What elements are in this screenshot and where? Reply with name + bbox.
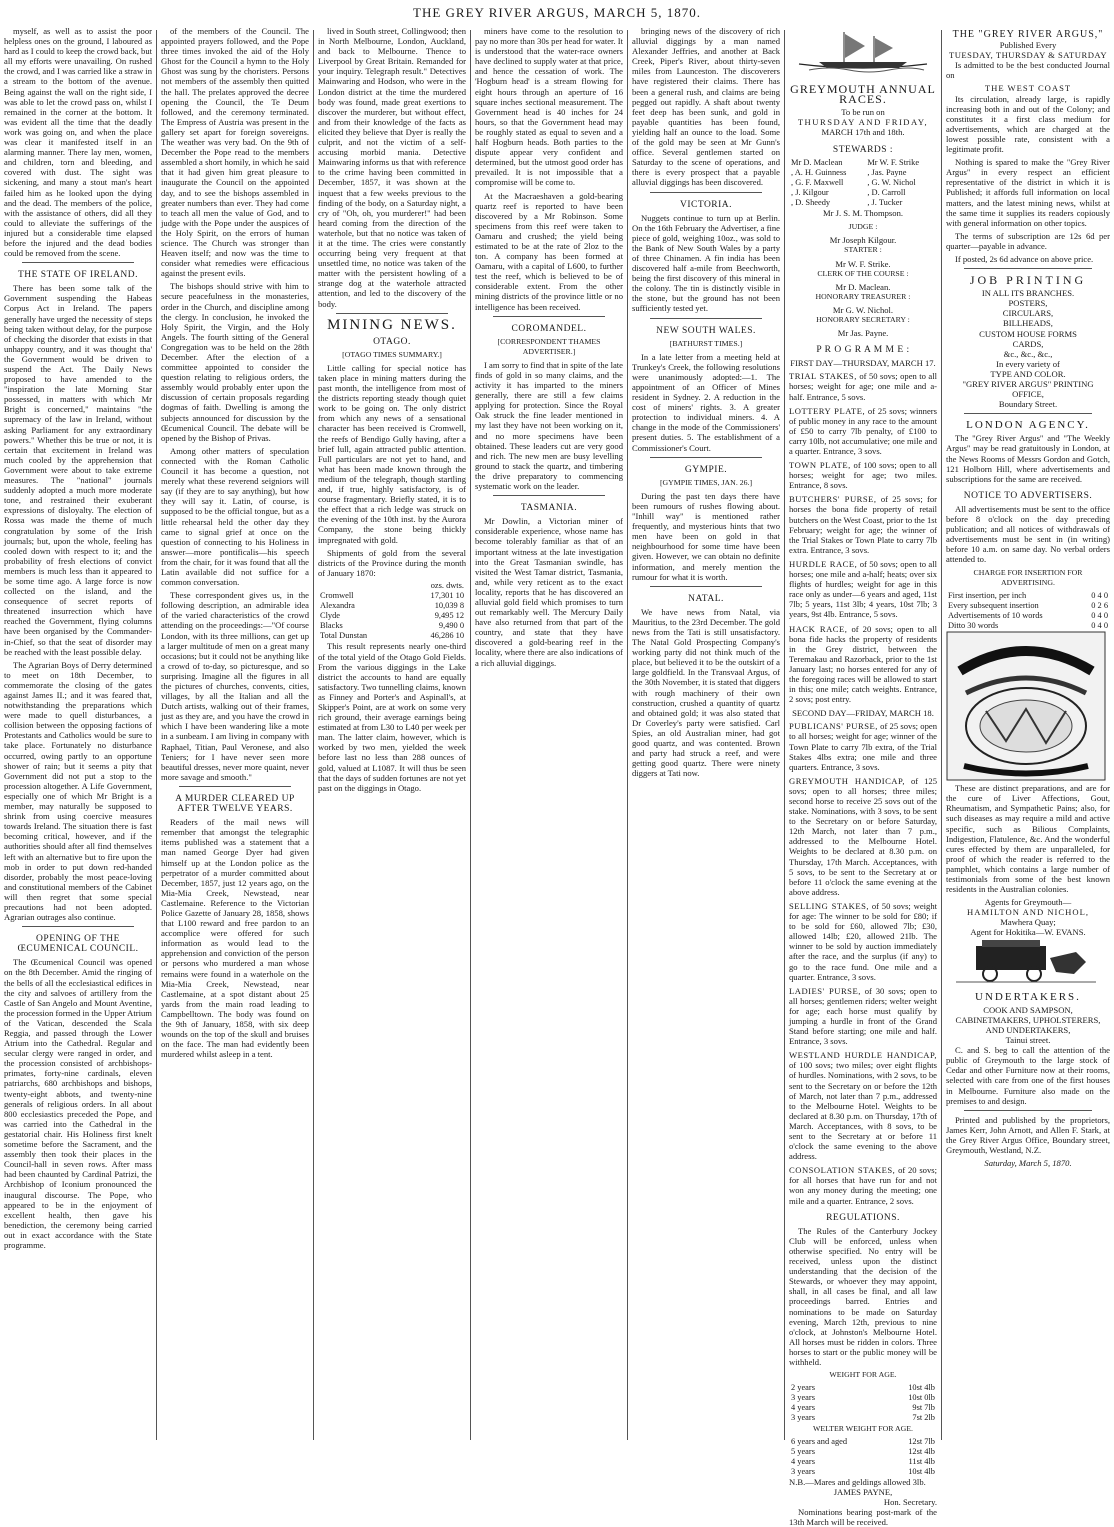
race-text: of 20 sovs; open to all bona fide hacks the property of residents in the Grey district, between the Teremakau and Razorback, prior to the 1st January last; no horses entered for any of the foregoing races will be allowed to start in this; one mile; catch weights. Entrance, 2 sovs; post entry.	[789, 623, 937, 705]
divider	[964, 1110, 1092, 1111]
argus-title: THE "GREY RIVER ARGUS,"	[952, 29, 1104, 40]
signature-name: JAMES PAYNE,	[833, 1487, 893, 1498]
table-cell: 7st 2lb	[912, 1413, 935, 1423]
table-cell: 0 4 0	[1091, 590, 1108, 600]
race-name: HURDLE RACE,	[789, 558, 858, 569]
gold-shipments-table	[318, 581, 466, 642]
article-text: We have news from Natal, via Mauritius, to the 23rd December. The gold news from the Tati is still unsatisfactory. The Natal Gold Prospecting Company's working party did not think much of the place, but believed it to be the outskirt of a large goldfield. In the Transvaal Argus, of the 30th November, it is stated that diggers with rough machinery of their own construction, crushed a quantity of quartz and obtained gold; it was also stated that Dr Coverley's party were satisfied. Carl Spies, an old Australian miner, had got good quartz, and was contented. Brown and party had struck a reef, and were getting good quartz. There were ninety diggers at Tati now.	[632, 606, 780, 779]
column-rule	[156, 30, 157, 1440]
divider	[964, 268, 1092, 269]
undertaker-street: Tainui street.	[1005, 1035, 1051, 1046]
table-row	[789, 1457, 937, 1467]
column-rule	[313, 30, 314, 1440]
divider	[650, 192, 762, 193]
table-cell: 17,301 10	[430, 590, 464, 600]
divider	[493, 316, 605, 317]
table-cell: , G. F. Maxwell	[791, 177, 844, 187]
treasurer-name: Mr G. W. Nichol.	[832, 304, 894, 315]
table-cell: Every subsequent insertion	[948, 600, 1039, 610]
race-text: of 50 sovs; weight for age: The winner to be sold for £80; if to be sold for £60, allowed 7lb; £30, allowed 14lb; £20, allowed 21lb. The winner to be sold by auction immediately after the race, and the surplus (if any) to go to the race fund. One mile and a quarter. Entrance, 3 sovs.	[789, 900, 937, 982]
race-text: of 100 sovs; open to all horses; weight for age; two miles. Entrance, 8 sovs.	[789, 460, 937, 491]
table-cell: 9st 7lb	[912, 1403, 935, 1413]
subhead-tasmania: TASMANIA.	[520, 503, 578, 514]
column-1	[4, 26, 152, 1442]
table-cell: , G. W. Nichol	[867, 177, 916, 187]
table-cell: 2 years	[791, 1383, 815, 1393]
remedies-advertisement-illustration	[946, 631, 1106, 781]
second-day-heading: SECOND DAY—FRIDAY, MARCH 18.	[792, 708, 934, 719]
article-text: Readers of the mail news will remember that amongst the telegraphic items published was a statement that a man named George Dyer had given himself up at the London police as the perpetrator of a murder committed about December, 1857, just 12 years ago, on the Mia-Mia Creek, Newstead, near Castlemaine. Reference to the Victorian Police Gazette of January 28, 1858, shows that L100 reward and free pardon to an accomplice were offered for such information as would lead to the apprehension and conviction of the person or persons who murdered a man whose remains were found in a waterhole on the Mia-Mia Creek, Newstead, near Castlemaine, at a spot distant about 25 yards from the main road leading to Campbelltown. The body was found on the 9th of January, 1858, with six deep wounds on the top of the skull and bruises on the face. The man had evidently been murdered whilst asleep in a tent.	[161, 817, 309, 1060]
table-header-cell	[318, 581, 403, 591]
race-name: WESTLAND HURDLE HANDICAP,	[789, 1050, 937, 1061]
race-item	[789, 776, 937, 897]
race-name: PUBLICANS' PURSE,	[789, 721, 878, 732]
article-text: Shipments of gold from the several districts of the Province during the month of January 1870:	[318, 547, 466, 578]
table-cell: 0 4 0	[1091, 620, 1108, 630]
regulations-heading: REGULATIONS.	[826, 1212, 900, 1223]
divider	[964, 413, 1092, 414]
article-text: In a late letter from a meeting held at Trunkey's Creek, the following resolutions were unanimously adopted:—1. The appointment of an Officer of Mines resident in Sydney. 2. A reduction in the cost of miners' rights. 3. A greater protection to individual miners. 4. A change in the mode of the Commissioners' present duties. 5. The establishment of a Commissioner's Court.	[632, 351, 780, 453]
job-list-item: CUSTOM HOUSE FORMS	[979, 328, 1077, 339]
race-item	[789, 559, 937, 620]
notice-heading: NOTICE TO ADVERTISERS.	[963, 490, 1093, 501]
welter-heading: WELTER WEIGHT FOR AGE.	[813, 1423, 913, 1433]
table-cell: 3 years	[791, 1413, 815, 1423]
table-cell: , D. Sheedy	[791, 198, 831, 208]
table-cell: 4 years	[791, 1456, 815, 1466]
race-item	[789, 371, 937, 401]
article-text: The Agrarian Boys of Derry determined to meet on 18th December, to commemorate the closing of the gates against James II.; and it was feared that, notwithstanding the preparations which were made to quell disturbances, a collision between the opposing factions of Protestants and Catholics would be sure to take place. Fortunately no disturbance occurred, owing partly to an opportune shower of rain; but it seems a pity that Government did not put a stop to the procession altogether. A Life Government, especially one of which Mr Bright is a member, may naturally be supposed to shrink from using coercive measures towards Ireland. The situation there is fast becoming critical, however, and if the authorities should after all find themselves left with an alternative but to fire upon the mob in order to put down red-handed disorder, probably the most peace-loving and constitutional members of the Cabinet will then regret that some special precautions had not been adopted. Agrarian outrages also continue.	[4, 659, 152, 923]
article-text: Little calling for special notice has taken place in mining matters during the past month, the intelligence from most of the districts reporting steady though quiet work to be going on. The only district from which any news of a sensational character has been received is Cromwell, the reefs of Bendigo Gully having, after a brief lull, again attracted public attention. Full particulars are not yet to hand, and what has been made known through the medium of the telegraph, though startling and, if true, highly satisfactory, is of course fragmentary. Briefly stated, it is to the effect that a rich ledge was struck on the evening of the 10th inst. by the Aurora Company, the stone being thickly impregnated with gold.	[318, 362, 466, 545]
imprint-date: Saturday, March 5, 1870.	[984, 1158, 1072, 1169]
table-cell: Blacks	[320, 621, 343, 631]
clerk-heading: CLERK OF THE COURSE :	[817, 268, 909, 278]
column-6-race-advertisement	[789, 26, 937, 1527]
agent-hokitika: Agent for Hokitika—W. EVANS.	[970, 927, 1086, 938]
column-4	[475, 26, 623, 1442]
footer-note: Nominations bearing post-mark of the 13th March will be received.	[789, 1507, 937, 1527]
source-note: [CORRESPONDENT THAMES ADVERTISER.]	[497, 336, 601, 356]
job-list-item: &c., &c., &c.,	[1003, 348, 1053, 359]
table-cell: 3 years	[791, 1466, 815, 1476]
subhead-new-south-wales: NEW SOUTH WALES.	[656, 325, 756, 336]
job-type: TYPE AND COLOR.	[990, 368, 1066, 379]
article-text: There has been some talk of the Government suspending the Habeas Corpus Act in Ireland. The papers generally have urged the necessity of steps being taken without delay, for the purpose of checking the disorder that exists in that unhappy country, and it was thought tha' the Government would be driven to suspend the Act. The Daily News proposed to have amended to the "inspiration the late Morning Star possessed, in matters with which Mr Bright is concerned," maintains "the supremacy of the law in Ireland, without asking Parliament for any extraordinary powers." Whether this be true or not, it is certain that excitement in Ireland was much cooled by the apprehension that Government were about to take extreme measures. The "national" journals suddenly adopted a much more moderate tone, and restrained their exuberant expressions of disloyalty. The election of Rossa was made the theme of much congratulation by some of the Irish journals; but, upon the whole, feeling has cooled down with respect to it; and the probability of fresh elections of convict members is much less than it appeared to be some time ago. A large force is now collected on the island, and the consequence of secret reports of threatened insurrection which have reached the Government, flying columns have been organised by the Commander-in-Chief, so that the seat of disorder may be reached with the least possible delay.	[4, 283, 152, 657]
first-day-heading: FIRST DAY—THURSDAY, MARCH 17.	[790, 358, 936, 369]
article-text: These correspondent gives us, in the following description, an admirable idea of the varied characteristics of the crowd attending on the proceedings:—"Of course London, with its three millions, can get up a larger multitude of men on a great many occasions; but it could not be anything like a crowd of to-day, so picturesque, and so surprising. Imagine all the figures in all the pictures of churches, convents, cities, villages, by all the Italian and all the Dutch artists, walking out of their frames, just as they are, and you have the crowd in which I have been wandering like a mote in a sunbeam. I am living in company with Raphael, Titian, Paul Veronese, and also Teniers; for I have never seen more beautiful dresses, never more quaint, never more savage and smooth."	[161, 590, 309, 782]
table-cell: 10st 0lb	[908, 1393, 935, 1403]
table-row	[789, 1467, 937, 1477]
divider	[336, 313, 448, 314]
table-cell: 10st 4lb	[908, 1466, 935, 1476]
column-rule	[470, 30, 471, 1440]
subhead-coromandel: COROMANDEL.	[511, 323, 587, 334]
table-cell: 11st 4lb	[908, 1456, 935, 1466]
undertaker-text: C. and S. beg to call the attention of the public of Greymouth to the large stock of Cedar and other Furniture now at their rooms, selected with care from one of the first houses in Melbourne. Furniture also made on the premises to and design.	[946, 1045, 1110, 1106]
table-cell: Cromwell	[320, 590, 354, 600]
table-row	[946, 591, 1110, 601]
subhead-gympie: GYMPIE.	[684, 464, 728, 475]
agents-label: Agents for Greymouth—	[984, 897, 1072, 908]
table-cell: 46,286 10	[430, 631, 464, 641]
table-cell: Total Dunstan	[320, 631, 368, 641]
subhead-natal: NATAL.	[688, 593, 724, 604]
table-header-cell: ozs. dwts.	[430, 580, 464, 590]
judge-heading: JUDGE :	[848, 222, 878, 232]
race-name: HACK RACE,	[789, 623, 848, 634]
divider	[650, 318, 762, 319]
column-rule	[784, 30, 785, 1440]
race-item	[789, 406, 937, 456]
race-text: of 25 sovs; open to all horses; weight for age; winner of the Town Plate to carry 7lb extra, of the Trial Stakes 4lbs extra; one mile and three quarters. Entrance, 3 sovs.	[789, 721, 937, 772]
headline-state-of-ireland: THE STATE OF IRELAND.	[17, 270, 139, 281]
race-name: GREYMOUTH HANDICAP,	[789, 775, 905, 786]
imprint-text: Printed and published by the proprietors, James Kerr, John Arnott, and Allen F. Stark, at the Grey River Argus Office, Boundary street, Greymouth, Westland, N.Z.	[946, 1114, 1110, 1155]
race-name: TOWN PLATE,	[789, 460, 851, 471]
source-note: [OTAGO TIMES SUMMARY.]	[342, 349, 442, 359]
starter-heading: STARTER :	[844, 245, 882, 255]
table-cell: Clyde	[320, 611, 341, 621]
table-cell: 12st 7lb	[908, 1436, 935, 1446]
table-cell: First insertion, per inch	[948, 590, 1027, 600]
judge-name: Mr Joseph Kilgour.	[829, 235, 897, 246]
article-text: I am sorry to find that in spite of the late finds of gold in so many claims, and the activity it has imparted to the miners generally, there are still a few claims applying for protection. Since the Royal Oak struck the fine leader mentioned in my last they have not been working on it, and no more specimens have been obtained. These leaders cut are very good and rich. The new men are busy levelling ground to stack the quartz, and timbering the drive preparatory to commencing systematic work on the leader.	[475, 359, 623, 492]
hearse-engraving-icon	[946, 938, 1106, 984]
undertakers-heading: UNDERTAKERS.	[975, 990, 1081, 1003]
race-name: LADIES' PURSE,	[789, 985, 861, 996]
printing-street: Boundary Street.	[998, 399, 1058, 410]
weight-heading: WEIGHT FOR AGE.	[829, 1370, 897, 1380]
race-days: THURSDAY AND FRIDAY,	[797, 117, 929, 128]
column-7-advertisements	[946, 26, 1110, 1442]
table-row	[946, 611, 1110, 621]
agent-street: Mawhera Quay;	[1000, 917, 1056, 928]
undertaker-trade: CABINETMAKERS, UPHOLSTERERS, AND UNDERTAKERS,	[955, 1014, 1101, 1035]
london-agency-text: The "Grey River Argus" and "The Weekly Argus" may be read gratuitously in London, at the News Rooms of Messrs Gordon and Gotch, 121 Holborn Hill, where advertisements and subscriptions for the same are received.	[946, 433, 1110, 484]
race-text: of 50 sovs; open to all horses; one mile and a-half; heats; over six flights of hurdles; weight for age in this race only as under—6 years and aged, 11st 7lb; 5 years, 11st 3lb; 4 years, 10st 7lb; 3 years, 9st 4lb. Entrance, 5 sovs.	[789, 558, 937, 620]
divider	[493, 495, 605, 496]
regulations-text: The Rules of the Canterbury Jockey Club will be enforced, unless when otherwise specified. No entry will be received, unless upon the distinct understanding that the decision of the Stewards, or whoever they may appoint, shall, in all cases be final, and all law proceedings barred. Entries and nominations to be made on Saturday evening, March 12th, previous to nine o'clock, at Johnston's Melbourne Hotel. All horses must be ridden in colors. Three horses to start or the public money will be withheld.	[789, 1225, 937, 1367]
table-row	[789, 178, 937, 188]
table-cell: Ditto 30 words	[948, 620, 999, 630]
ship-engraving-icon	[789, 26, 937, 76]
job-list-item: CARDS,	[1012, 338, 1044, 349]
race-name: SELLING STAKES,	[789, 900, 870, 911]
column-rule	[627, 30, 628, 1440]
table-cell: Mr W. F. Strike	[867, 157, 920, 167]
table-row	[789, 1447, 937, 1457]
article-text: lived in South street, Collingwood; then in North Melbourne, London, Auckland, and back to Melbourne. Thence to Liverpool by Great Britain. Remanded for your inquiry. Telegraph result." Detectives Mainwaring and Hodson, who were in the London district at the time the murdered body was found, made great exertions to discover the murderer, but without effect, and from their knowledge of the facts as elicited they believe that Dyer is really the culprit, and not the victim of a self-accusing morbid mania. Detective Mainwaring informs us that with reference to the crime having been committed in December, 1857, it was shown at the inquest that a few weeks previous to the finding of the body, on a Saturday night, a cry of "Oh, oh, you murderer!" had been heard coming from the direction of the waterhole, but that no notice was taken of it at the time. The cries were constantly occurring being very frequent at that unsettled time, no notice was taken of the matter with the persistent howling of a strange dog at the waterhole attracted attention, and led to the discovery of the body.	[318, 26, 466, 309]
article-text: bringing news of the discovery of rich alluvial diggings by a man named Alexander Jeffries, and another at Back Creek, Piper's River, about thirty-seven miles from Launceston. The discoverers have registered their claims. There has been a general rush, and claims are being pegged out rapidly. A shaft about twenty feet deep has been sunk, and gold in payable quantities has been found, yielding half an ounce to the load. Some of the gold may be seen at Mr Gunn's office. Several gentlemen started on Saturday to the scene of operations, and there is every prospect that a payable alluvial diggings has been discovered.	[632, 26, 780, 188]
table-cell: 4 years	[791, 1403, 815, 1413]
race-text: of 30 sovs; open to all horses; gentlemen riders; welter weight for age; each horse must qualify by jumping a hurdle in front of the Grand Stand before starting; one mile and half. Entrance, 3 sovs.	[789, 985, 937, 1047]
race-item	[789, 986, 937, 1047]
stewards-heading: STEWARDS :	[832, 144, 894, 155]
stewards-table	[789, 158, 937, 208]
column-2	[161, 26, 309, 1442]
table-cell: 5 years	[791, 1446, 815, 1456]
london-agency-heading: LONDON AGENCY.	[966, 419, 1090, 432]
argus-coast: THE WEST COAST	[984, 83, 1072, 94]
headline-mining-news: MINING NEWS.	[327, 316, 457, 333]
table-cell: , A. H. Guinness	[791, 167, 847, 177]
column-5	[632, 26, 780, 1442]
race-subtitle: To be run on	[841, 107, 885, 118]
weight-table	[789, 1383, 937, 1423]
job-variety: In every variety of	[996, 358, 1060, 369]
clerk-name: Mr D. Maclean.	[835, 281, 891, 292]
race-item	[789, 624, 937, 705]
table-row	[789, 198, 937, 208]
argus-text: The terms of subscription are 12s 6d per quarter—payable in advance.	[946, 230, 1110, 251]
notice-text: All advertisements must be sent to the office before 8 o'clock on the day preceding publication; and all notices of withdrawals of advertisements must be sent in (in writing) before 10 a.m. on same day. No verbal orders attended to.	[946, 503, 1110, 565]
divider	[22, 926, 134, 927]
table-cell: 0 2 6	[1091, 600, 1108, 610]
steward-last: Mr J. S. M. Thompson.	[822, 208, 904, 219]
table-cell: 10,039 8	[434, 601, 464, 611]
secretary-name: Mr Jas. Payne.	[837, 328, 889, 339]
race-name: BUTCHERS' PURSE,	[789, 494, 877, 505]
masthead	[0, 0, 1114, 26]
race-text: of 100 sovs; two miles; over eight flights of hurdles. Nominations, with 2 sovs, to be sent to the Secretary on or before the 12th of March, not later than 7 p.m., addressed to the Melbourne Hotel. Weights to be declared at 8.30 p.m. on Thursday, 17th of March. Acceptances, with 8 sovs, to be sent to the Secretary at or before 11 o'clock the same evening to the above address.	[789, 1060, 937, 1162]
argus-days: TUESDAY, THURSDAY & SATURDAY	[948, 50, 1108, 61]
table-row	[789, 1413, 937, 1423]
job-branches: IN ALL ITS BRANCHES.	[981, 288, 1075, 299]
table-row	[946, 621, 1110, 631]
race-item	[789, 901, 937, 982]
race-text: of 20 sovs; for all horses that have run for and not won any money during the meeting; one mile and a quarter. Entrance, 2 sovs.	[789, 1165, 937, 1206]
race-item	[789, 1165, 937, 1205]
source-note: [GYMPIE TIMES, JAN. 26.]	[659, 477, 753, 487]
table-cell: 12st 4lb	[908, 1446, 935, 1456]
table-cell: 3 years	[791, 1393, 815, 1403]
argus-text: If posted, 2s 6d advance on above price.	[955, 253, 1094, 264]
starter-name: Mr W. F. Strike.	[835, 258, 891, 269]
table-cell: Alexandra	[320, 601, 355, 611]
race-text: of 50 sovs; open to all horses; weight for age; one mile and a-half. Entrance, 5 sovs.	[789, 371, 937, 402]
race-text: of 25 sovs; winners of public money in any race to the amount of £50 to carry 7lb penalty, of £100 to carry 10lb, not accumulative; one mile and a quarter. Entrance, 3 sovs.	[789, 405, 937, 456]
table-row	[789, 1383, 937, 1393]
table-row	[789, 1403, 937, 1413]
job-list-item: POSTERS,	[1008, 298, 1048, 309]
article-text: miners have come to the resolution to pay no more than 30s per head for water. It is understood that the water-race owners have declined to supply water at that price, and hence the cessation of work. The 'Hogburn head' is a stream flowing for eight hours through an aperture of 16 square inches sectional measurement. The Government head is 40 inches for 24 hours, so that the Government head may be roughly stated as equal to seven and a half Hogburn heads. Both parties to the dispute appear very confident and determined, but the utmost good order has prevailed. It is not impossible that a compromise will be come to.	[475, 26, 623, 188]
argus-text: Its circulation, already large, is rapidly increasing both in and out of the Colony; and constitutes it a first class medium for advertisements, which are charged at the lowest possible rate, consistent with a legitimate profit.	[946, 93, 1110, 155]
subhead-victoria: VICTORIA.	[679, 199, 733, 210]
undertaker-name: COOK AND SAMPSON,	[983, 1004, 1073, 1015]
table-row	[318, 611, 466, 621]
table-cell: , D. Carroll	[867, 187, 906, 197]
charge-heading: CHARGE FOR INSERTION FOR ADVERTISING.	[973, 567, 1083, 587]
divider	[650, 586, 762, 587]
race-text: of 25 sovs; for horses the bona fide property of retail butchers on the West Coast, prior to the 1st February; weight for age; the winner of the Trial Stakes or Town Plate to carry 7lb extra. Entrance, 3 sovs.	[789, 494, 937, 555]
table-cell: 0 4 0	[1091, 610, 1108, 620]
divider	[650, 457, 762, 458]
table-row	[789, 168, 937, 178]
job-printing-heading: JOB PRINTING	[969, 273, 1087, 288]
divider	[179, 786, 291, 787]
article-text: At the Macraeshaven a gold-bearing quartz reef is reported to have been discovered by a Mr Robinson. Some specimens from this reef were taken to Oamaru and crushed; the yield being estimated to be at the rate of 2loz to the ton. A company has been formed at Oamaru, with a capital of L600, to further test the reef, which is believed to be of considerable extent. From the other mining districts of the province little or no intelligence has been received.	[475, 190, 623, 312]
subhead-otago: OTAGO.	[373, 336, 411, 347]
article-text: The Œcumenical Council was opened on the 8th December. Amid the ringing of the bells of all the ecclesiastical edifices in the city and salvoes of artillery from the Castle of San Angelo and Mount Aventine, the procession formed in the Upper Atrium of the Vatican, descended the Scala Reggia, and passed through the Lower Atrium into the Cathedral. Regular and secular clergy were ranged in order, and the procession consisted of archbishops-primates, forty-nine cardinals, eleven patriarchs, 680 archbishops and bishops, twenty-eight abbots, and twenty-nine generals of religious orders. In all about 800 ecclesiastics preceded the Pope, and was carried into the Cathedral in the gestatorial chair. His Holiness first knelt sometime before the Sacrament, and the assembly then took their places in the Council-hall in seven rows. After mass had been chaunted by Cardinal Patrizi, the Archbishop of Iconium pronounced the inaugural discourse. The Pope, who appeared to be in the enjoyment of excellent health, then gave his benediction, the ceremony being carried out in exact accordance with the State programme.	[4, 957, 152, 1250]
programme-heading: P R O G R A M M E :	[816, 345, 910, 356]
table-cell: 9,490 0	[438, 621, 464, 631]
argus-published: Published Every	[999, 40, 1057, 51]
table-row	[318, 581, 466, 591]
table-cell: Mr D. Maclean	[791, 157, 843, 167]
headline-murder-cleared-up: A MURDER CLEARED UP AFTER TWELVE YEARS.	[175, 793, 295, 815]
race-dates: MARCH 17th and 18th.	[821, 127, 905, 138]
race-item	[789, 1050, 937, 1161]
argus-text: Nothing is spared to make the "Grey River Argus" in every respect an efficient representative of the district in which it is Published; it affords full information on local matters, and the latest mining news, whilst at the same time it supplies its readers copiously with general information on other topics.	[946, 157, 1110, 228]
remedies-text: These are distinct preparations, and are for the cure of Liver Affections, Gout, Rheumatism, and Sympathetic Pains; also, for such diseases as may require a mild and active specific, such as Bilious Complaints, Indigestion, Flatulence, &c. And the wonderful cures effected by them are unparalleled, for proof of which the reader is referred to the pamphlet, which contains a large number of testimonials from some of the best known residents in the Australian colonies.	[946, 783, 1110, 895]
article-text: The bishops should strive with him to secure peacefulness in the monasteries, order in the Church, and discipline among the clergy. In conclusion, he invoked the Holy Spirit, the Virgin, and the Holy Angels. The fourth sitting of the General Congregation was to be held on the 28th December. After the election of a committee appointed to consider the question relating to religious orders, the assembly would probably enter upon the discussion of certain proposals regarding dogmas of faith. Dwelling is among the subjects announced for discussion by the Œcumenical Council. The debate will be opened by the Bishop of Privas.	[161, 281, 309, 443]
race-name: LOTTERY PLATE,	[789, 405, 866, 416]
signature-title: Hon. Secretary.	[883, 1497, 937, 1508]
table-cell: Advertisements of 10 words	[948, 610, 1043, 620]
column-rule	[941, 30, 942, 1440]
table-cell: 9,495 12	[434, 611, 464, 621]
masthead-title: THE GREY RIVER ARGUS, MARCH 5, 1870.	[413, 5, 701, 20]
table-row	[318, 621, 466, 631]
table-cell: , J. Tucker	[867, 198, 903, 208]
treasurer-heading: HONORARY TREASURER :	[815, 291, 911, 301]
race-text: of 125 sovs; open to all horses; three miles; second horse to receive 25 sovs out of the stake. Nominations, with 3 sovs, to be sent to the Secretary on or before Saturday, 12th March, not later than 7 p.m., addressed to the Melbourne Hotel. Weights to be declared at 8.30 p.m. on Thursday, 17th March. Acceptances, with 5 sovs, to be sent to the Secretary at or before 11 o'clock the same evening at the above address.	[789, 775, 937, 897]
article-text: Mr Dowlin, a Victorian miner of considerable experience, whose name has become tolerably familiar as that of an important witness at the late investigation into the Great Tasmanian swindle, has visited the West Tamar district, Tasmania, and, while very reticent as to the exact locality, reports that he has discovered an alluvial gold field which promises to turn out remarkably well. The Mercury Daily have also returned from that part of the country, and state that they have discovered a gold-bearing reef in the locality, where there are also indications of a rich alluvial diggings.	[475, 516, 623, 668]
race-title: GREYMOUTH ANNUAL RACES.	[790, 82, 936, 107]
table-row	[318, 631, 466, 641]
race-item	[789, 460, 937, 490]
table-row	[789, 158, 937, 168]
race-name: CONSOLATION STAKES,	[789, 1165, 896, 1176]
nb-note: N.B.—Mares and geldings allowed 3lb.	[789, 1477, 926, 1487]
article-text: Nuggets continue to turn up at Berlin. On the 16th February the Advertiser, a fine piece of gold, weighing 10oz., was sold to the Bank of New South Wales by a party of three Chinamen. A fin india has been discovered half a-mile from Beechworth, being the first discovery of this mineral in the colony. The tin is distinctly visible in the stone, but the ground has not been sufficiently tested yet.	[632, 212, 780, 314]
article-text: myself, as well as to assist the poor helpless ones on the ground, I laboured as hard as I could to keep the crowd back, but all my efforts were unavailing. On rushed the crowd, and I was carried like a straw in a stream to the bottom of the avenue. Being against the wall on the right side, I was able to let the crowd pass on, whilst I remained in the corner at the bottom. It was evident all the time that the deadly work was going on, and when the place was clear it manifested itself in an alarming manner. There lay men, women, and children, torn and bleeding, and covered with dust. The sight was sickening, and many a stout man's heart failed him as he looked upon the dying and the dead. The members of the police, with the assistance of others, did all they could to alleviate the sufferings of the injured but a considerable time elapsed before the injured and the dead bodies could be removed from the scene.	[4, 26, 152, 259]
table-cell: , Jas. Payne	[867, 167, 907, 177]
agent-name: HAMILTON AND NICHOL,	[967, 907, 1089, 918]
welter-table	[789, 1437, 937, 1477]
article-text: Among other matters of speculation connected with the Roman Catholic Council it has become a question, not merely what these reverend seigniors will say (if they are to say anything), but how they will say it. Latin, of course, is supposed to be the official tongue, but as a little rehearsal held the other day they came to signal grief at once on the question of connecting to his Holiness in answer—more pontificalis—his speech from the chair, for it was found that all the Latin available did not suffice for a common conversation.	[161, 445, 309, 588]
article-text: of the members of the Council. The appointed prayers followed, and the Pope three times invoked the aid of the Holy Ghost for the Council a hymn to the Holy Ghost was sung by the choristers. Persons not members of the assembly then quitted the hall. The prelates approved the decree opening the Council, the Te Deum followed, and the ceremony terminated. The Empress of Austria was present in the gallery set apart for foreign sovereigns. The weather was very bad. On the 9th of December the Pope read to the members assembled a short homily, in which he said that it had given him great pleasure to inaugurate the Council on the appointed day, and to see the bishops assembled in greater numbers than ever. They had come to teach all men the value of God, and to judge with the Pope under the auspices of the Holy Spirit, on the errors of human science. The Church was stronger than Heaven itself; and now was the time to consider what remedies were efficacious against the present evils.	[161, 26, 309, 279]
article-text: This result represents nearly one-third of the total yield of the Otago Gold Fields. From the various diggings in the Lake district the accounts to hand are equally satisfactory. Two tunnelling claims, known as Finney and Porter's and Aspinall's, at Skipper's Point, are at work on some very rich ground, their average earnings being estimated at from L30 to L40 per week per man. The latter claim, however, which is worked by two men, yielded the week before last no less than 288 ounces of gold, valued at L1087. It will thus be seen that the days of sudden fortunes are not yet past on the diggings in Otago.	[318, 641, 466, 793]
table-cell: 6 years and aged	[791, 1436, 848, 1446]
job-list-item: CIRCULARS,	[1002, 308, 1054, 319]
divider	[22, 262, 134, 263]
table-cell: , J. Kilgour	[791, 187, 829, 197]
rates-table	[946, 591, 1110, 631]
table-cell: 10st 4lb	[908, 1383, 935, 1393]
table-row	[318, 601, 466, 611]
table-row	[946, 601, 1110, 611]
table-row	[789, 1393, 937, 1403]
article-text: During the past ten days there have been rumours of rushes flowing about. "Inhill way" is mentioned rather frequently, and mysterious hints that two men have been on gold in that neighbourhood for some time have been given. However, we can obtain no definite information, and merely mention the rumour for what it is worth.	[632, 490, 780, 582]
column-3	[318, 26, 466, 1442]
table-row	[318, 591, 466, 601]
job-list-item: BILLHEADS,	[1003, 318, 1053, 329]
source-note: [BATHURST TIMES.]	[669, 338, 743, 348]
headline-oecumenical-council: OPENING OF THE ŒCUMENICAL COUNCIL.	[17, 934, 139, 955]
argus-text: Is admitted to be the best conducted Journal on	[946, 60, 1110, 81]
race-item	[789, 494, 937, 555]
secretary-heading: HONORARY SECRETARY :	[816, 314, 910, 324]
race-item	[789, 721, 937, 771]
table-row	[789, 1437, 937, 1447]
printing-office: "GREY RIVER ARGUS" PRINTING OFFICE,	[962, 379, 1094, 400]
race-name: TRIAL STAKES,	[789, 371, 857, 382]
table-row	[789, 188, 937, 198]
